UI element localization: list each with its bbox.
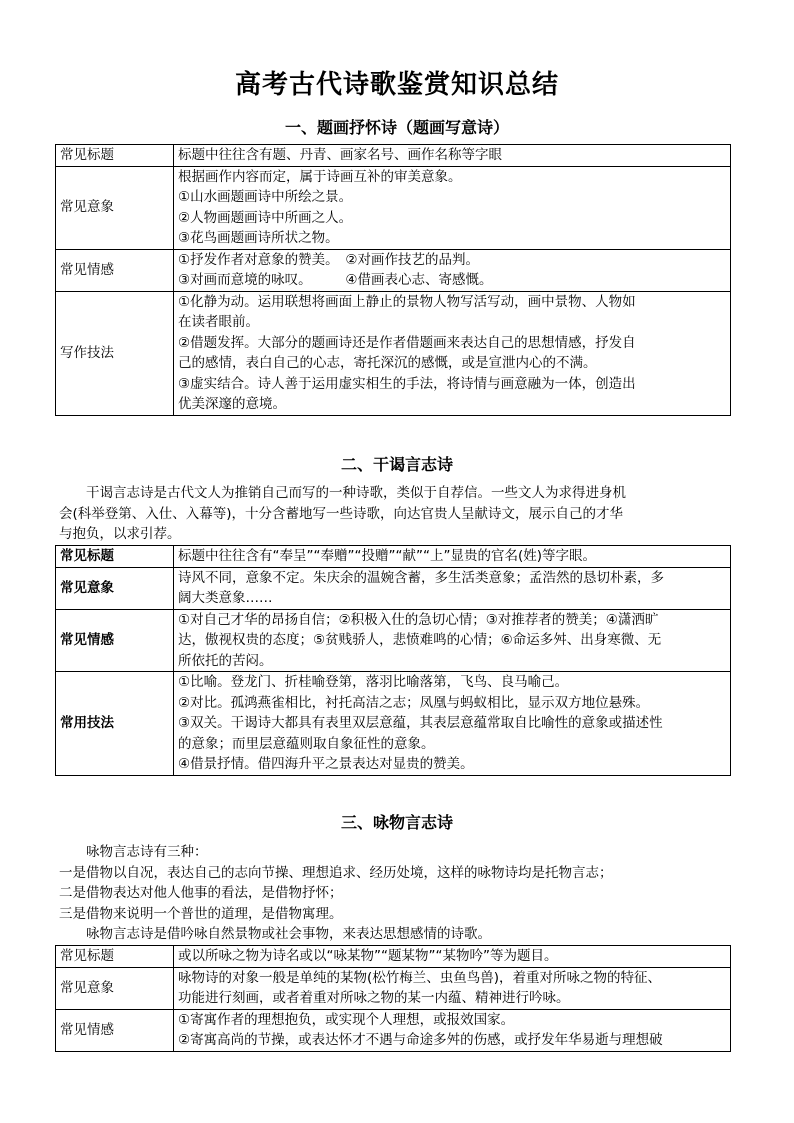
content-line: ①山水画题画诗中所绘之景。: [178, 189, 353, 205]
table-row: [56, 546, 731, 568]
row-label: 常见标题: [56, 145, 174, 167]
table-row: [56, 967, 731, 1009]
content-line: ①比喻。登龙门、折桂喻登第，落羽比喻落第，飞鸟、良马喻己。: [178, 674, 569, 690]
intro-line: 与抱负，以求引荐。: [59, 526, 181, 542]
content-line: ②对比。孤鸿燕雀相比，衬托高洁之志；凤凰与蚂蚁相比，显示双方地位悬殊。: [178, 694, 650, 711]
row-label: 常见情感: [56, 609, 174, 672]
row-content: [174, 672, 731, 776]
section-heading: 一、题画抒怀诗（题画写意诗）: [284, 118, 509, 137]
content-line: 根据画作内容而定，属于诗画互补的审美意象。: [178, 168, 462, 185]
row-content: [174, 609, 731, 672]
row-label: 常见标题: [56, 546, 174, 568]
table-section-1: [55, 144, 731, 416]
row-content: [174, 145, 731, 167]
section-intro: [59, 842, 739, 945]
row-content: [174, 249, 731, 291]
row-label: 常用技法: [56, 672, 174, 776]
table-row: [56, 249, 731, 291]
row-label: 常见意象: [56, 567, 174, 609]
content-line: 达，傲视权贵的态度；⑤贫贱骄人，悲愤难鸣的心情；⑥命运多舛、出身寒微、无: [178, 632, 662, 648]
content-line: 的意象；而里层意蕴则取自象征性的意象。: [178, 735, 435, 752]
intro-line: 三是借物来说明一个普世的道理，是借物寓理。: [59, 905, 343, 922]
table-row: [56, 567, 731, 609]
row-label: 常见意象: [56, 166, 174, 249]
content-line: ③对画而意境的咏叹。 ④借画表心志、寄感慨。: [178, 272, 493, 288]
intro-line: 咏物言志诗有三种：: [86, 844, 208, 860]
page-title: 高考古代诗歌鉴赏知识总结: [234, 70, 559, 100]
row-content: [174, 1009, 731, 1051]
intro-line: 会(科举登第、入仕、入幕等)，十分含蓄地写一些诗歌，向达官贵人呈献诗文，展示自己的才华: [59, 505, 624, 522]
content-line: ①对自己才华的昂扬自信；②积极入仕的急切心情；③对推荐者的赞美；④潇洒旷: [178, 611, 659, 628]
content-line: 咏物诗的对象一般是单纯的某物(松竹梅兰、虫鱼鸟兽)，着重对所咏之物的特征、: [178, 969, 662, 986]
table-row: [56, 1009, 731, 1051]
content-line: 诗风不同，意象不定。朱庆余的温婉含蓄，多生活类意象；孟浩然的恳切朴素，多: [178, 569, 664, 586]
table-row: [56, 946, 731, 968]
section-heading: 三、咏物言志诗: [340, 813, 453, 832]
content-line: ①抒发作者对意象的赞美。 ②对画作技艺的品判。: [178, 251, 479, 268]
content-line: ②寄寓高尚的节操，或表达怀才不遇与命途多舛的伤感，或抒发年华易逝与理想破: [178, 1032, 663, 1048]
row-content: [174, 967, 731, 1009]
table-section-2: [55, 545, 731, 776]
row-content: [174, 291, 731, 415]
section-heading: 二、干谒言志诗: [340, 455, 453, 474]
content-line: ②人物画题画诗中所画之人。: [178, 209, 353, 226]
row-content: [174, 546, 731, 568]
content-line: 在读者眼前。: [178, 314, 259, 330]
row-label: 写作技法: [56, 291, 174, 415]
content-line: 所依托的苦闷。: [178, 652, 273, 669]
table-row: [56, 145, 731, 167]
content-line: 己的感情，表白自己的心志，寄托深沉的感慨，或是宣泄内心的不满。: [178, 355, 597, 371]
content-line: 标题中往往含有“奉呈”“奉赠”“投赠”“献”“上”显贵的官名(姓)等字眼。: [178, 548, 596, 564]
content-line: 标题中往往含有题、丹青、画家名号、画作名称等字眼: [178, 147, 502, 163]
content-line: ④借景抒情。借四海升平之景表达对显贵的赞美。: [178, 756, 474, 772]
row-content: [174, 166, 731, 249]
content-line: ②借题发挥。大部分的题画诗还是作者借题画来表达自己的思想情感，抒发自: [178, 334, 636, 351]
row-content: [174, 946, 731, 968]
row-content: [174, 567, 731, 609]
row-label: 常见意象: [56, 967, 174, 1009]
content-line: ③花鸟画题画诗所状之物。: [178, 230, 339, 246]
table-row: [56, 609, 731, 672]
content-line: ③双关。干谒诗大都具有表里双层意蕴，其表层意蕴常取自比喻性的意象或描述性: [178, 715, 663, 731]
content-line: ①化静为动。运用联想将画面上静止的景物人物写活写动，画中景物、人物如: [178, 293, 636, 310]
row-label: 常见情感: [56, 249, 174, 291]
content-line: 优美深邃的意境。: [178, 396, 286, 412]
row-label: 常见情感: [56, 1009, 174, 1051]
intro-line: 二是借物表达对他人他事的看法，是借物抒怀；: [59, 885, 343, 901]
table-row: [56, 291, 731, 415]
intro-line: 一是借物以自况，表达自己的志向节操、理想追求、经历处境，这样的咏物诗均是托物言志；: [59, 864, 613, 881]
table-row: [56, 672, 731, 776]
intro-line: 咏物言志诗是借吟咏自然景物或社会事物，来表达思想感情的诗歌。: [86, 926, 491, 942]
content-line: 功能进行刻画，或者着重对所咏之物的某一内蕴、精神进行吟咏。: [178, 990, 570, 1006]
content-line: ③虚实结合。诗人善于运用虚实相生的手法，将诗情与画意融为一体，创造出: [178, 375, 636, 392]
content-line: 阔大类意象……: [178, 590, 273, 606]
content-line: ①寄寓作者的理想抱负，或实现个人理想，或报效国家。: [178, 1011, 515, 1028]
intro-line: 干谒言志诗是古代文人为推销自己而写的一种诗歌，类似于自荐信。一些文人为求得进身机: [86, 485, 626, 501]
content-line: 或以所咏之物为诗名或以“咏某物”“题某物”“某物吟”等为题目。: [178, 948, 558, 964]
table-section-3: [55, 945, 731, 1052]
section-intro: [59, 483, 735, 545]
table-row: [56, 166, 731, 249]
row-label: 常见标题: [56, 946, 174, 968]
